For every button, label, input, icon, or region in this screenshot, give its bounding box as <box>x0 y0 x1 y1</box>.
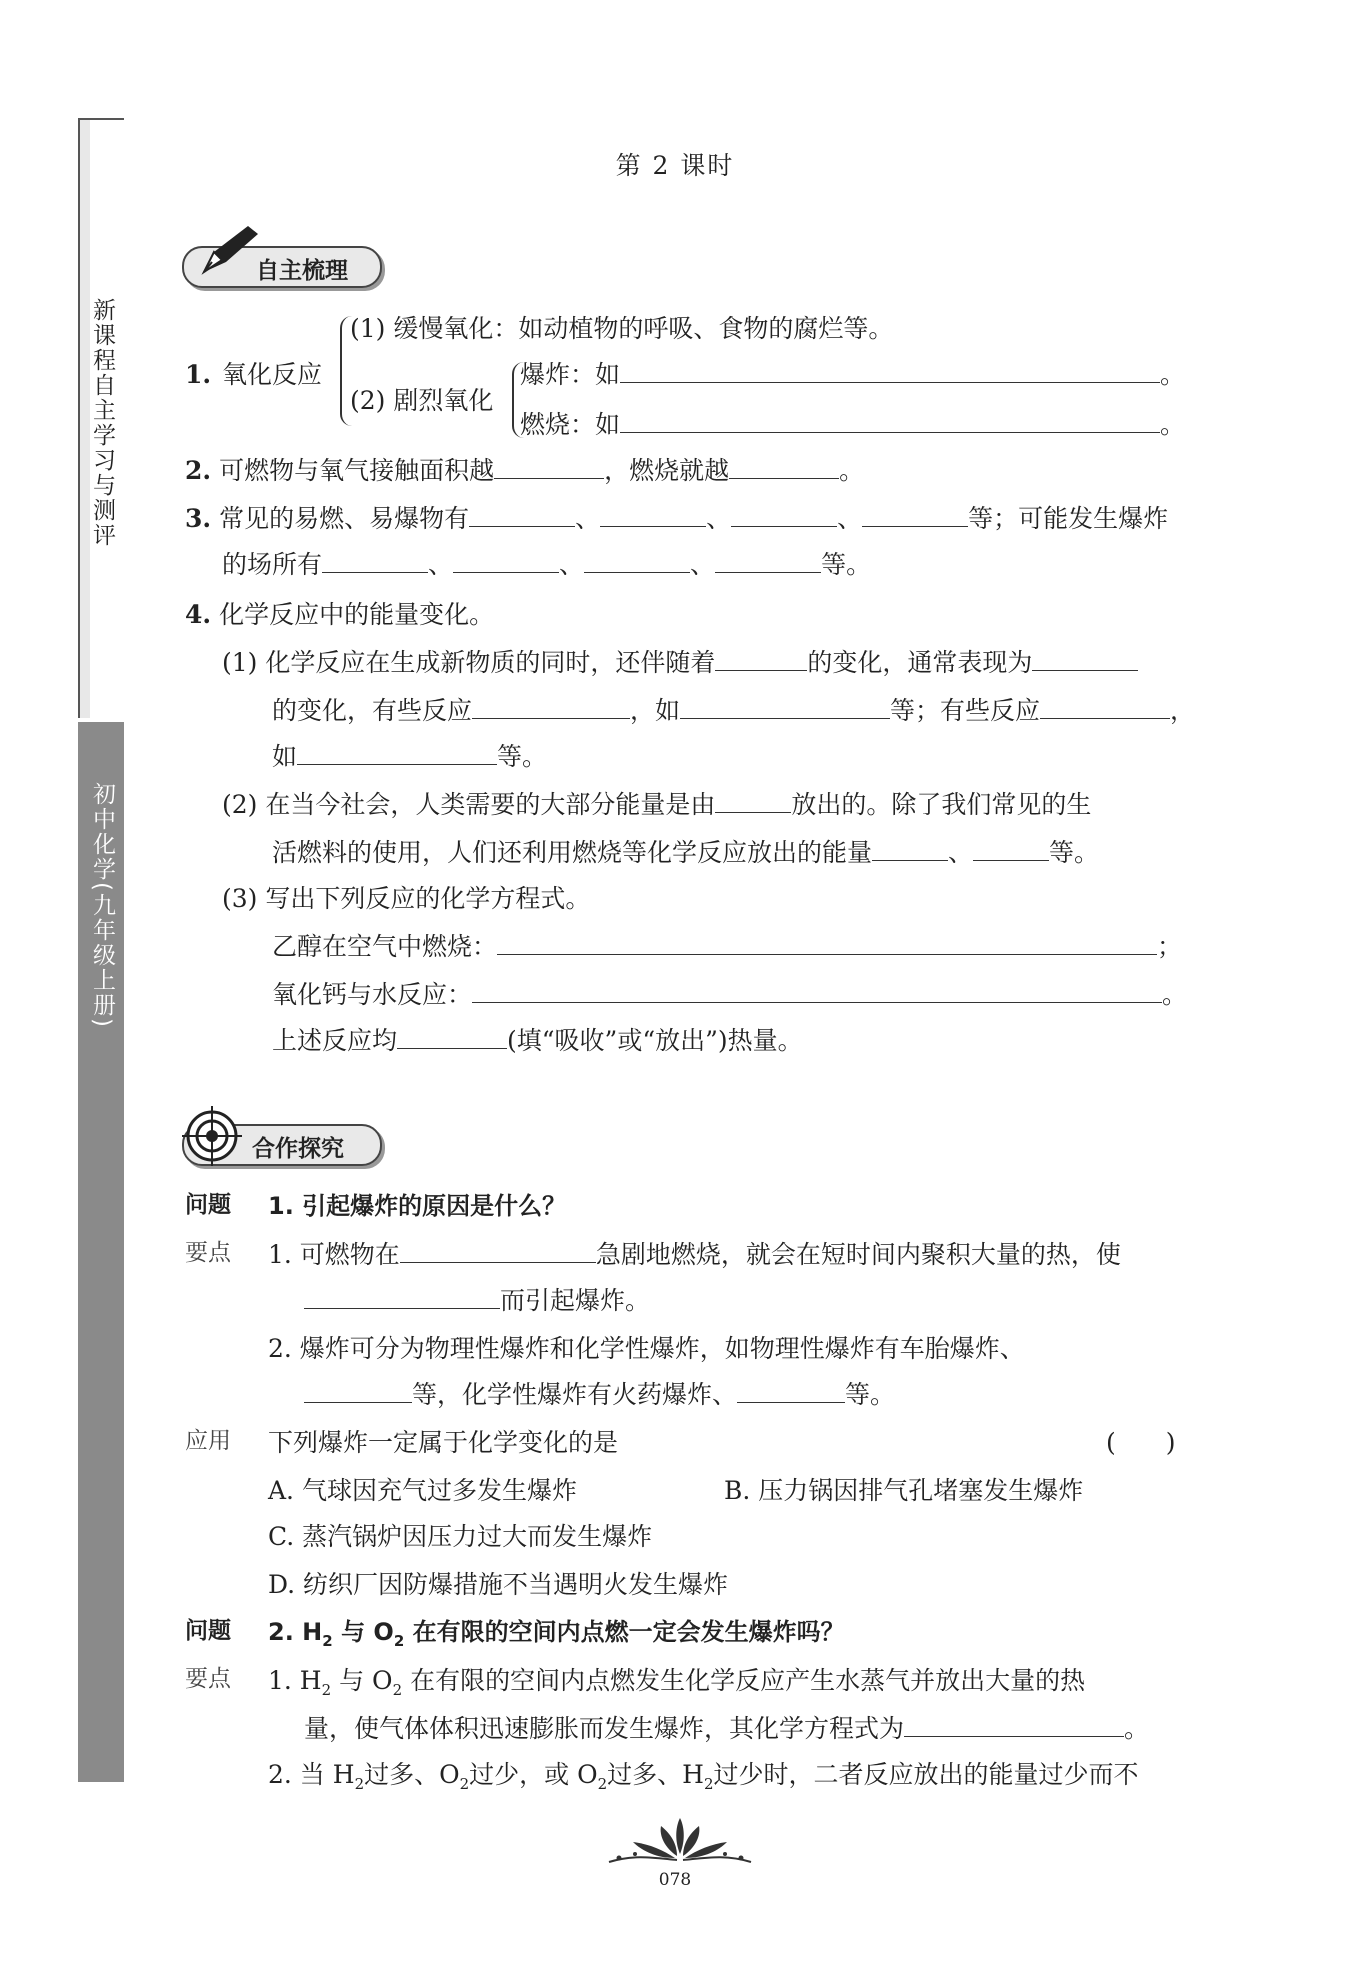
q2-blank-1[interactable] <box>494 458 604 479</box>
q4-eq3-row: 上述反应均 (填“吸收”或“放出”)热量。 <box>272 1026 803 1055</box>
problem2-k2-row: 2. 当 $H_2$过多、$O_2$过少，或 $O_2$过多、$H_2$过少时，二者反应放出的能量过少而不 <box>268 1760 1139 1793</box>
q4-blank-4[interactable] <box>680 698 890 719</box>
answer-parentheses[interactable]: ( ) <box>1106 1428 1176 1457</box>
problem2-k1-row-2: 量，使气体体积迅速膨胀而发生爆炸，其化学方程式为 。 <box>304 1714 1150 1743</box>
problem1-application-question: 下列爆炸一定属于化学变化的是 <box>268 1428 619 1457</box>
sidebar-subject: 初中化学(九年级上册) <box>89 782 115 1029</box>
q4-eq3-blank[interactable] <box>397 1028 507 1049</box>
q1-burn-blank[interactable] <box>620 412 1160 433</box>
q3-blank-6[interactable] <box>453 552 559 573</box>
problem1-title: 1. 引起爆炸的原因是什么？ <box>268 1192 567 1220</box>
problem1-k1-row-2: 而引起爆炸。 <box>304 1288 650 1313</box>
q1-sub1: (1) 缓慢氧化：如动植物的呼吸、食物的腐烂等。 <box>350 314 894 343</box>
q4-blank-9[interactable] <box>973 840 1049 861</box>
q3-blank-1[interactable] <box>469 506 575 527</box>
problem2-k1-row-1: 1. $H_2$ 与 $O_2$ 在有限的空间内点燃发生化学反应产生水蒸气并放出大量的热 <box>268 1666 1086 1699</box>
q1-explode-blank[interactable] <box>620 362 1160 383</box>
q4-eq2-blank[interactable] <box>472 982 1162 1003</box>
option-b: B. 压力锅因排气孔堵塞发生爆炸 <box>724 1476 1084 1505</box>
q1-number: 1. <box>185 360 212 389</box>
problem1-keypoint-label: 要点 <box>185 1240 231 1266</box>
section-title-cooperative: 合作探究 <box>252 1136 344 1162</box>
problem1-blank-2[interactable] <box>304 1288 500 1309</box>
q3-blank-5[interactable] <box>322 552 428 573</box>
q1-burn-row: 燃烧：如 。 <box>520 410 1186 439</box>
q4-eq2-row: 氧化钙与水反应： 。 <box>272 980 1188 1009</box>
pen-icon <box>196 222 262 278</box>
q1-sub2: (2) 剧烈氧化 <box>350 386 494 415</box>
q4-p1-row-2: 的变化，有些反应 ，如 等；有些反应 ， <box>272 696 1196 725</box>
floral-ornament <box>605 1814 755 1866</box>
q4-title-row: 4. 化学反应中的能量变化。 <box>185 600 495 629</box>
q3-blank-3[interactable] <box>731 506 837 527</box>
problem2-label: 问题 <box>185 1618 231 1644</box>
q3-blank-2[interactable] <box>600 506 706 527</box>
q2-blank-2[interactable] <box>729 458 839 479</box>
option-c: C. 蒸汽锅炉因压力过大而发生爆炸 <box>268 1522 653 1551</box>
problem1-application-label: 应用 <box>185 1428 231 1454</box>
problem1-k1-row-1: 1. 可燃物在 急剧地燃烧，就会在短时间内聚积大量的热，使 <box>268 1240 1121 1269</box>
q3-row-2: 的场所有 、 、 、 等。 <box>222 550 872 579</box>
q4-p1-row-3: 如 等。 <box>272 742 548 771</box>
problem2-equation-blank[interactable] <box>904 1716 1124 1737</box>
problem1-k2-row-1: 2. 爆炸可分为物理性爆炸和化学性爆炸，如物理性爆炸有车胎爆炸、 <box>268 1334 1025 1363</box>
page-title: 第 2 课时 <box>615 151 735 180</box>
page-number: 078 <box>658 1870 692 1890</box>
target-icon <box>180 1104 244 1168</box>
q4-blank-7[interactable] <box>715 792 791 813</box>
q4-blank-2[interactable] <box>1032 650 1138 671</box>
q4-eq1-blank[interactable] <box>497 934 1157 955</box>
option-a: A. 气球因充气过多发生爆炸 <box>268 1476 577 1505</box>
problem1-blank-1[interactable] <box>400 1242 596 1263</box>
q4-blank-8[interactable] <box>872 840 948 861</box>
problem1-label: 问题 <box>185 1192 231 1218</box>
section-title-self-study: 自主梳理 <box>256 258 348 284</box>
option-d: D. 纺织厂因防爆措施不当遇明火发生爆炸 <box>268 1570 729 1599</box>
sidebar-rule <box>78 118 80 718</box>
q4-blank-6[interactable] <box>297 744 497 765</box>
q4-p1-row-1: (1) 化学反应在生成新物质的同时，还伴随着 的变化，通常表现为 <box>222 650 1138 675</box>
q3-blank-7[interactable] <box>584 552 690 573</box>
q3-row-1: 3. 常见的易燃、易爆物有 、 、 、 等；可能发生爆炸 <box>185 504 1169 533</box>
q3-blank-4[interactable] <box>862 506 968 527</box>
q4-p2-row-2: 活燃料的使用，人们还利用燃烧等化学反应放出的能量 、 等。 <box>272 838 1100 867</box>
q1-label: 氧化反应 <box>222 360 323 389</box>
q4-blank-3[interactable] <box>472 698 630 719</box>
problem2-keypoint-label: 要点 <box>185 1666 231 1692</box>
q4-p2-row-1: (2) 在当今社会，人类需要的大部分能量是由 放出的。除了我们常见的生 <box>222 790 1092 819</box>
problem2-title: 2. $H_2$ 与 $O_2$ 在有限的空间内点燃一定会发生爆炸吗？ <box>268 1618 845 1650</box>
q4-p3-title: (3) 写出下列反应的化学方程式。 <box>222 884 591 913</box>
q4-blank-1[interactable] <box>715 650 807 671</box>
problem1-blank-4[interactable] <box>737 1382 845 1403</box>
q2-row: 2. 可燃物与氧气接触面积越 ，燃烧就越 。 <box>185 456 865 485</box>
q4-blank-5[interactable] <box>1040 698 1170 719</box>
problem1-k2-row-2: 等，化学性爆炸有火药爆炸、 等。 <box>304 1382 895 1407</box>
q1-explode-row: 爆炸：如 。 <box>520 360 1186 389</box>
problem1-blank-3[interactable] <box>304 1382 412 1403</box>
sidebar-book-title: 新课程自主学习与测评 <box>89 298 115 548</box>
sidebar-rule-tick <box>78 118 124 120</box>
q4-eq1-row: 乙醇在空气中燃烧： ； <box>272 932 1183 961</box>
q3-blank-8[interactable] <box>715 552 821 573</box>
